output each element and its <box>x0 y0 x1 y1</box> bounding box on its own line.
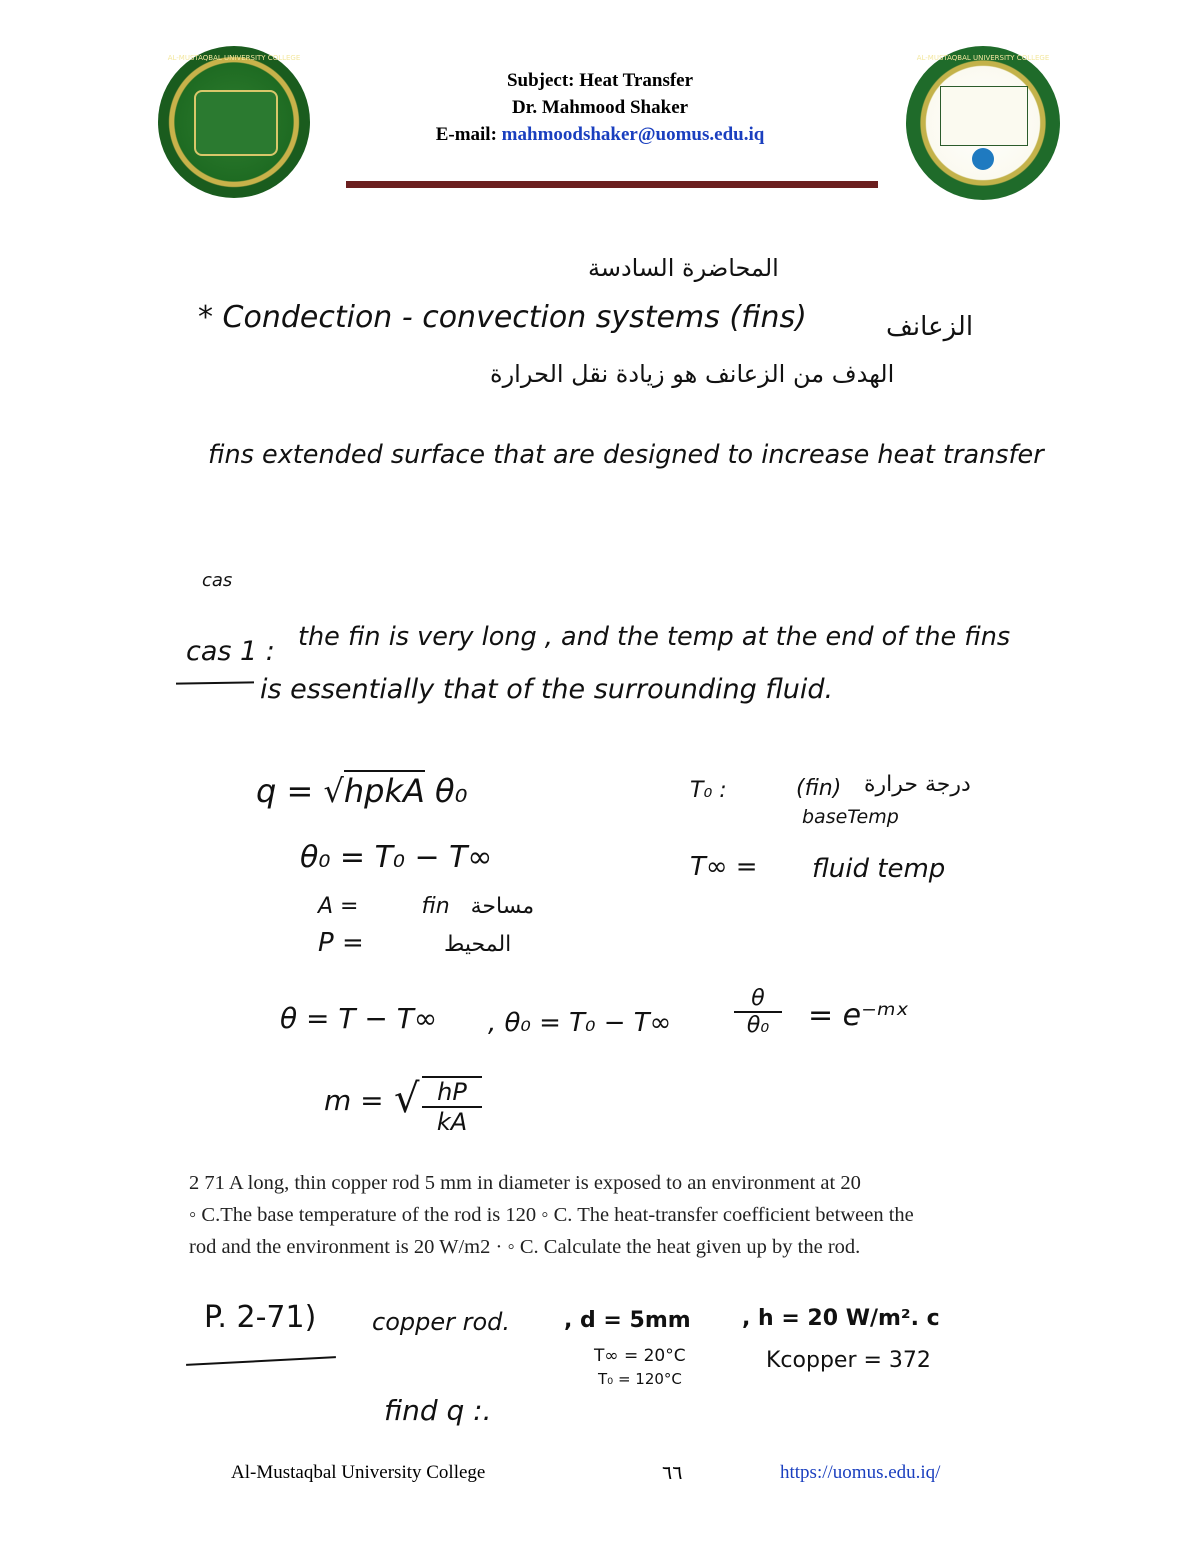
eq-A <box>318 894 534 919</box>
footer-page-number: ٦٦ <box>662 1463 683 1484</box>
def-Tinf-lhs: T∞ = <box>690 852 758 882</box>
handwritten-notes <box>168 212 1044 1152</box>
purpose-ar: الهدف من الزعانف هو زيادة نقل الحرارة <box>490 360 895 388</box>
solution-underline <box>186 1356 336 1366</box>
section-heading: * Condection - convection systems (fins) <box>198 300 807 335</box>
problem-line-1: 2 71 A long, thin copper rod 5 mm in diameter is exposed to an environment at 20 <box>189 1172 861 1194</box>
def-Tinf-text: fluid temp <box>812 854 946 884</box>
solution-rod: copper rod. <box>372 1308 511 1336</box>
eq-P-ar: المحيط <box>444 932 512 957</box>
subject-title: Subject: Heat Transfer <box>506 70 694 91</box>
def-T0-ar: درجة حرارة <box>864 772 971 797</box>
case1-line1: the fin is very long , and the temp at the end of the fins <box>298 622 1011 652</box>
header-divider <box>346 181 878 188</box>
lecture-title-ar: المحاضرة السادسة <box>588 254 779 282</box>
problem-line-3: rod and the environment is 20 W/m2 · ◦ C. Calculate the heat given up by the rod. <box>189 1236 861 1258</box>
fins-definition: fins extended surface that are designed to increase heat transfer <box>208 440 1044 470</box>
email-link[interactable]: mahmoodshaker@uomus.edu.iq <box>501 124 765 145</box>
eq-m-fraction <box>422 1076 482 1136</box>
eq-A-ar: مساحة <box>470 894 535 919</box>
eq-theta0b: , θ₀ = T₀ − T∞ <box>488 1008 672 1038</box>
eq-ratio-rhs: = e⁻ᵐˣ <box>808 998 909 1033</box>
solution-label: P. 2-71) <box>204 1300 317 1335</box>
eq-m-num: hP <box>422 1076 482 1108</box>
problem-statement <box>189 1167 1039 1263</box>
case1-underline <box>176 681 254 684</box>
eq-ratio <box>734 986 782 1038</box>
eq-m-den: kA <box>436 1108 468 1136</box>
eq-ratio-den: θ₀ <box>746 1013 770 1038</box>
sqrt-icon: √ <box>323 772 344 810</box>
solution-find: find q :. <box>384 1394 492 1427</box>
solution-k: Kcopper = 372 <box>766 1348 931 1373</box>
case-scribble: cas <box>202 570 233 591</box>
author-name: Dr. Mahmood Shaker <box>511 97 689 118</box>
eq-ratio-num: θ <box>734 986 782 1013</box>
eq-P <box>318 928 511 958</box>
problem-line-2: ◦ C.The base temperature of the rod is 120 ◦ C. The heat-transfer coefficient between the <box>189 1204 914 1226</box>
eq-q-root: hpkA <box>343 772 425 810</box>
college-logo-left <box>158 46 310 198</box>
eq-A-rhs: fin <box>421 894 450 919</box>
solution-t-inf: T∞ = 20°C <box>594 1346 686 1366</box>
solution-diameter: , d = 5mm <box>564 1308 691 1333</box>
eq-theta0: θ₀ = T₀ − T∞ <box>300 840 493 875</box>
eq-P-lhs: P = <box>318 928 364 958</box>
email-label: E-mail: <box>435 124 502 145</box>
solution-h: , h = 20 W/m². c <box>742 1306 940 1331</box>
email-line <box>0 124 1200 146</box>
logo-left-text: AL-MUSTAQBAL UNIVERSITY COLLEGE <box>167 54 301 62</box>
snowflake-icon <box>972 148 994 170</box>
def-T0-sub: baseTemp <box>802 806 899 828</box>
case1-line2: is essentially that of the surrounding fluid. <box>260 674 834 705</box>
solution-t-0: T₀ = 120°C <box>598 1370 682 1388</box>
eq-m-lhs: m = <box>324 1084 384 1117</box>
eq-q-rhs: θ₀ <box>424 772 468 810</box>
def-T0-text: (fin) <box>796 776 842 801</box>
eq-q-lhs: q = <box>256 772 324 810</box>
footer-url[interactable]: https://uomus.edu.iq/ <box>780 1462 941 1483</box>
eq-q <box>256 772 467 810</box>
eq-A-lhs: A = <box>318 894 359 919</box>
case1-label: cas 1 : <box>186 636 275 667</box>
footer-college: Al-Mustaqbal University College <box>231 1462 486 1483</box>
logo-right-text: AL-MUSTAQBAL UNIVERSITY COLLEGE <box>916 54 1050 62</box>
sqrt-icon-m: √ <box>394 1076 420 1122</box>
def-T0-lhs: T₀ : <box>690 778 727 803</box>
heading-ar: الزعانف <box>886 312 974 342</box>
eq-theta: θ = T − T∞ <box>280 1002 438 1035</box>
